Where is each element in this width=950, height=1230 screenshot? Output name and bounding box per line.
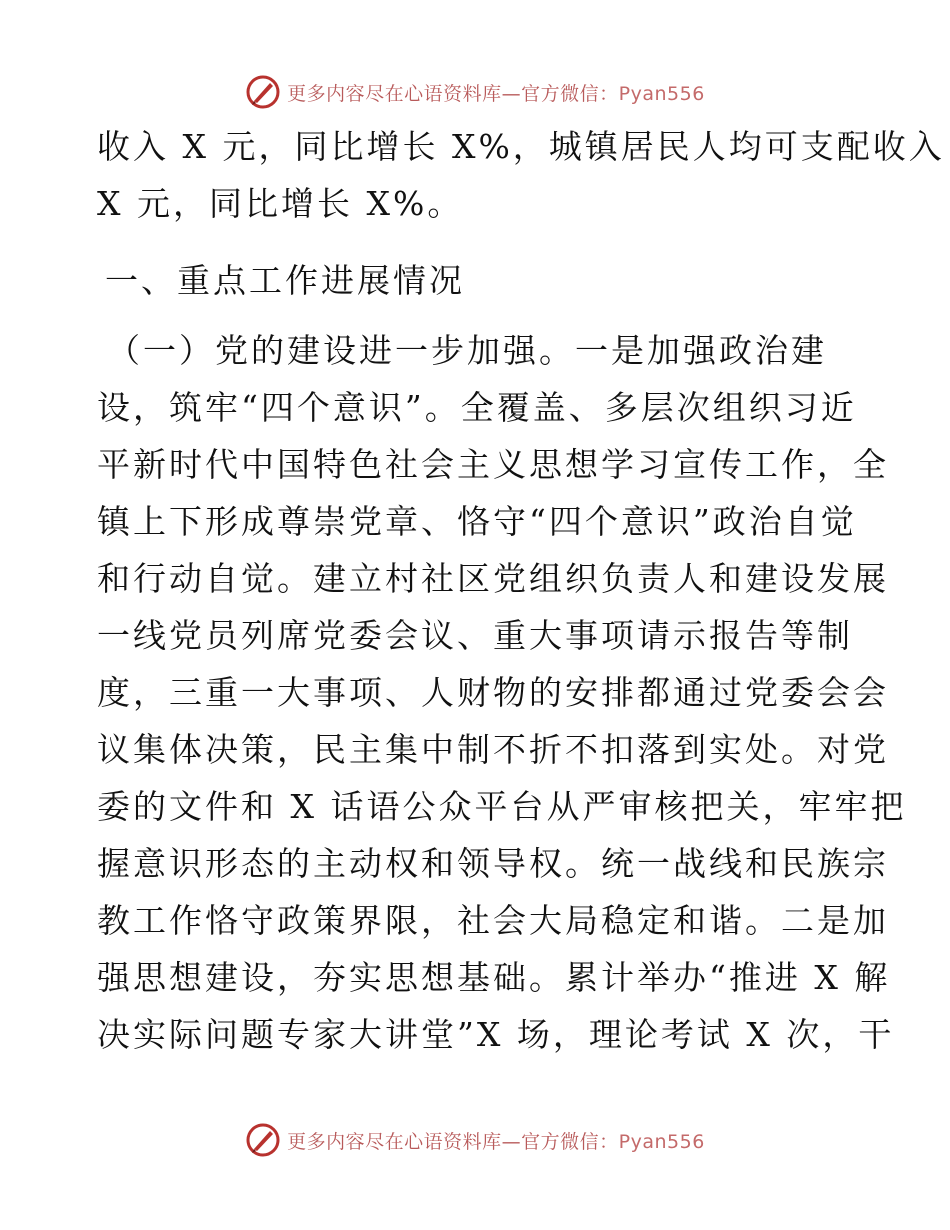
footer-banner xyxy=(0,1120,950,1160)
text-line: 度，三重一大事项、人财物的安排都通过党委会会 xyxy=(97,673,889,712)
wechat-id: Pyan556 xyxy=(618,82,705,105)
text-line: 强思想建设，夯实思想基础。累计举办“推进 X 解 xyxy=(97,958,891,997)
header-banner xyxy=(0,72,950,112)
text-line: 议集体决策，民主集中制不折不扣落到实处。对党 xyxy=(97,730,889,769)
text-line: 和行动自觉。建立村社区党组织负责人和建设发展 xyxy=(97,559,889,598)
section-heading: 一、重点工作进展情况 xyxy=(105,261,465,300)
wechat-id: Pyan556 xyxy=(618,1130,705,1153)
banner-text: 更多内容尽在心语资料库—官方微信：Pyan556 xyxy=(287,1130,705,1153)
text-line: 委的文件和 X 话语公众平台从严审核把关，牢牢把 xyxy=(97,787,907,826)
text-line: 教工作恪守政策界限，社会大局稳定和谐。二是加 xyxy=(97,901,889,940)
text-line: 收入 X 元，同比增长 X%，城镇居民人均可支配收入 xyxy=(97,127,945,166)
text-line: （一）党的建设进一步加强。一是加强政治建 xyxy=(107,331,827,370)
text-line: 设，筑牢“四个意识”。全覆盖、多层次组织习近 xyxy=(97,388,857,427)
banner-text: 更多内容尽在心语资料库—官方微信：Pyan556 xyxy=(287,82,705,105)
text-line: 镇上下形成尊崇党章、恪守“四个意识”政治自觉 xyxy=(97,502,857,541)
quill-pen-logo-icon xyxy=(245,74,281,110)
text-line: 一线党员列席党委会议、重大事项请示报告等制 xyxy=(97,616,853,655)
text-line: X 元，同比增长 X%。 xyxy=(97,184,464,223)
text-line: 握意识形态的主动权和领导权。统一战线和民族宗 xyxy=(97,844,889,883)
document-body xyxy=(97,118,945,1063)
text-line: 平新时代中国特色社会主义思想学习宣传工作，全 xyxy=(97,445,889,484)
quill-pen-logo-icon xyxy=(245,1122,281,1158)
text-line: 决实际问题专家大讲堂”X 场，理论考试 X 次，干 xyxy=(97,1015,895,1054)
